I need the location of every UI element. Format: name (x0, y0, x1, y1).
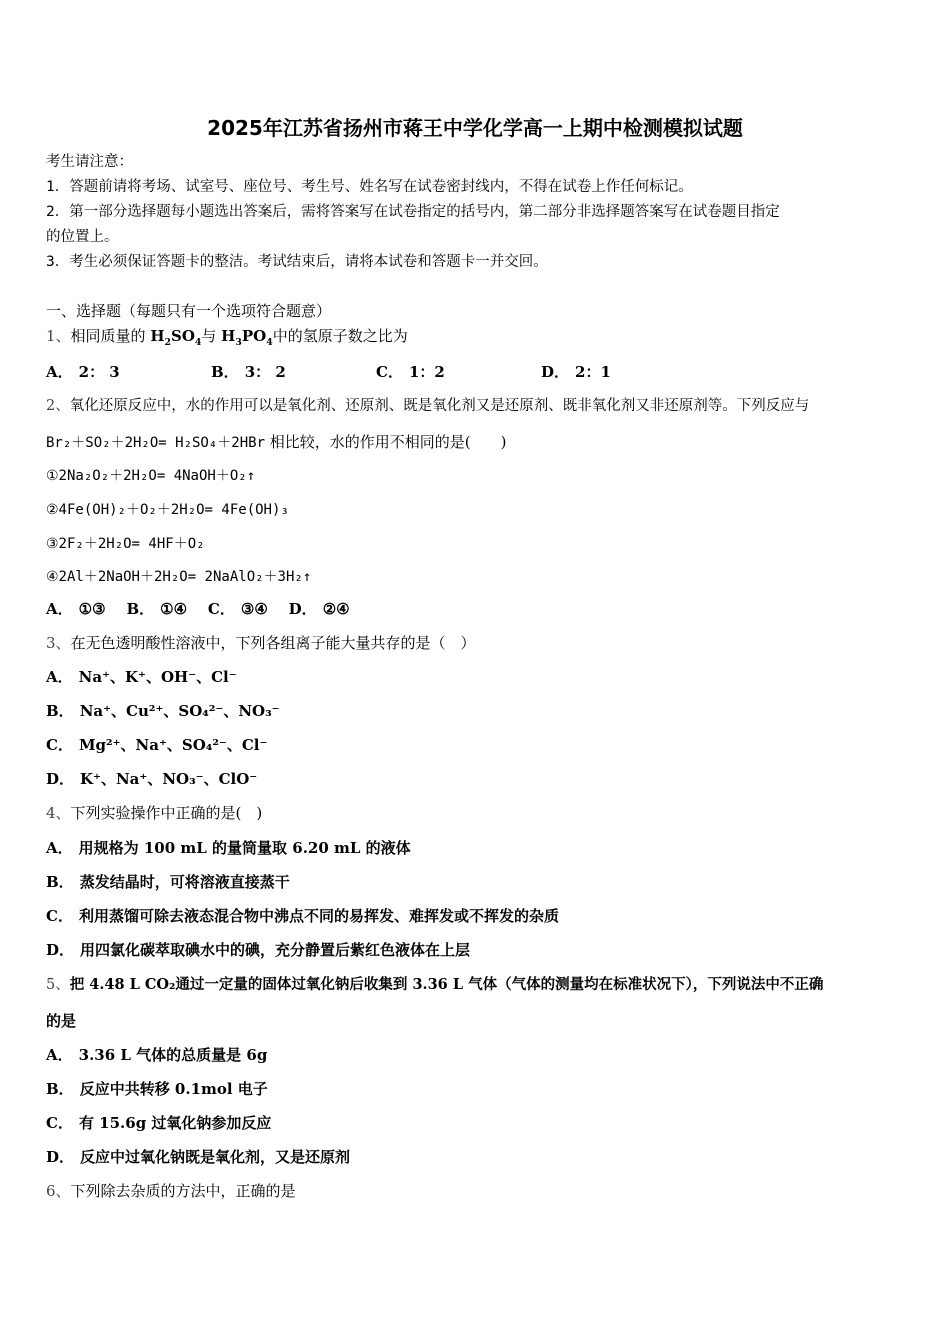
equation-3: ③2F₂＋2H₂O= 4HF＋O₂ (46, 536, 205, 552)
option-d[interactable]: D． 2：1 (541, 363, 611, 381)
question-2-stem-line1: 2、氧化还原反应中，水的作用可以是氧化剂、还原剂、既是氧化剂又是还原剂、既非氧化剂又非还原剂等。下列反应与 (46, 398, 810, 414)
option-a[interactable]: A． 2： 3 (46, 363, 120, 381)
notice-item-1: 1．答题前请将考场、试室号、座位号、考生号、姓名写在试卷密封线内，不得在试卷上作任何标记。 (46, 179, 693, 195)
question-5-option-b[interactable]: B． 反应中共转移 0.1mol 电子 (46, 1080, 268, 1098)
question-5-option-c[interactable]: C． 有 15.6g 过氧化钠参加反应 (46, 1114, 272, 1132)
question-4-stem: 4、下列实验操作中正确的是( ) (46, 804, 263, 822)
section-heading: 一、选择题（每题只有一个选项符合题意） (46, 302, 332, 320)
option-a[interactable]: A． ①③ (46, 600, 106, 618)
question-3-option-d[interactable]: D． K⁺、Na⁺、NO₃⁻、ClO⁻ (46, 770, 258, 788)
question-number: 4、 (46, 804, 71, 822)
option-c[interactable]: C． 1：2 (376, 363, 445, 381)
equation-1: ①2Na₂O₂＋2H₂O= 4NaOH＋O₂↑ (46, 468, 256, 484)
question-5-option-a[interactable]: A． 3.36 L 气体的总质量是 6g (46, 1046, 268, 1064)
question-6-stem: 6、下列除去杂质的方法中，正确的是 (46, 1182, 296, 1200)
notice-item-3: 3．考生必须保证答题卡的整洁。考试结束后，请将本试卷和答题卡一并交回。 (46, 254, 548, 270)
question-3-option-a[interactable]: A． Na⁺、K⁺、OH⁻、Cl⁻ (46, 668, 237, 686)
notice-heading: 考生请注意： (46, 154, 133, 170)
option-b[interactable]: B． 3： 2 (211, 363, 286, 381)
option-b[interactable]: B． ①④ (126, 600, 188, 618)
option-d[interactable]: D． ②④ (288, 600, 350, 618)
question-number: 5、 (46, 977, 70, 993)
question-1-options (46, 361, 906, 382)
equation-4: ④2Al＋2NaOH＋2H₂O= 2NaAlO₂＋3H₂↑ (46, 569, 312, 585)
question-2-stem-line2: Br₂＋SO₂＋2H₂O= H₂SO₄＋2HBr 相比较，水的作用不相同的是( ) (46, 433, 507, 451)
question-number: 2、 (46, 398, 70, 414)
question-5-stem-line1: 5、把 4.48 L CO₂通过一定量的固体过氧化钠后收集到 3.36 L 气体（气体的测量均在标准状况下），下列说法中不正确 (46, 976, 824, 993)
question-number: 3、 (46, 634, 71, 652)
question-5-option-d[interactable]: D． 反应中过氧化钠既是氧化剂，又是还原剂 (46, 1148, 351, 1166)
question-number: 1、 (46, 327, 71, 345)
question-3-option-b[interactable]: B． Na⁺、Cu²⁺、SO₄²⁻、NO₃⁻ (46, 702, 280, 720)
question-2-options (46, 599, 350, 619)
notice-item-2: 2．第一部分选择题每小题选出答案后，需将答案写在试卷指定的括号内，第二部分非选择题答案写在试卷题目指定 (46, 204, 780, 220)
question-4-option-d[interactable]: D． 用四氯化碳萃取碘水中的碘，充分静置后紫红色液体在上层 (46, 941, 471, 959)
question-5-stem-line2: 的是 (46, 1012, 77, 1030)
question-number: 6、 (46, 1182, 71, 1200)
question-1-stem: 1、相同质量的 $H_2SO_4$与 $H_3PO_4$中的氢原子数之比为 (46, 327, 408, 348)
question-3-stem: 3、在无色透明酸性溶液中，下列各组离子能大量共存的是（ ） (46, 634, 476, 652)
question-4-option-c[interactable]: C． 利用蒸馏可除去液态混合物中沸点不同的易挥发、难挥发或不挥发的杂质 (46, 907, 559, 925)
question-4-option-a[interactable]: A． 用规格为 100 mL 的量筒量取 6.20 mL 的液体 (46, 839, 411, 857)
page-title: 2025年江苏省扬州市蒋王中学化学高一上期中检测模拟试题 (207, 116, 743, 140)
question-3-option-c[interactable]: C． Mg²⁺、Na⁺、SO₄²⁻、Cl⁻ (46, 736, 268, 754)
option-c[interactable]: C． ③④ (207, 600, 268, 618)
notice-item-2-cont: 的位置上。 (46, 229, 119, 245)
equation-2: ②4Fe(OH)₂＋O₂＋2H₂O= 4Fe(OH)₃ (46, 502, 289, 518)
question-4-option-b[interactable]: B． 蒸发结晶时，可将溶液直接蒸干 (46, 873, 290, 891)
reference-equation: Br₂＋SO₂＋2H₂O= H₂SO₄＋2HBr (46, 435, 266, 451)
